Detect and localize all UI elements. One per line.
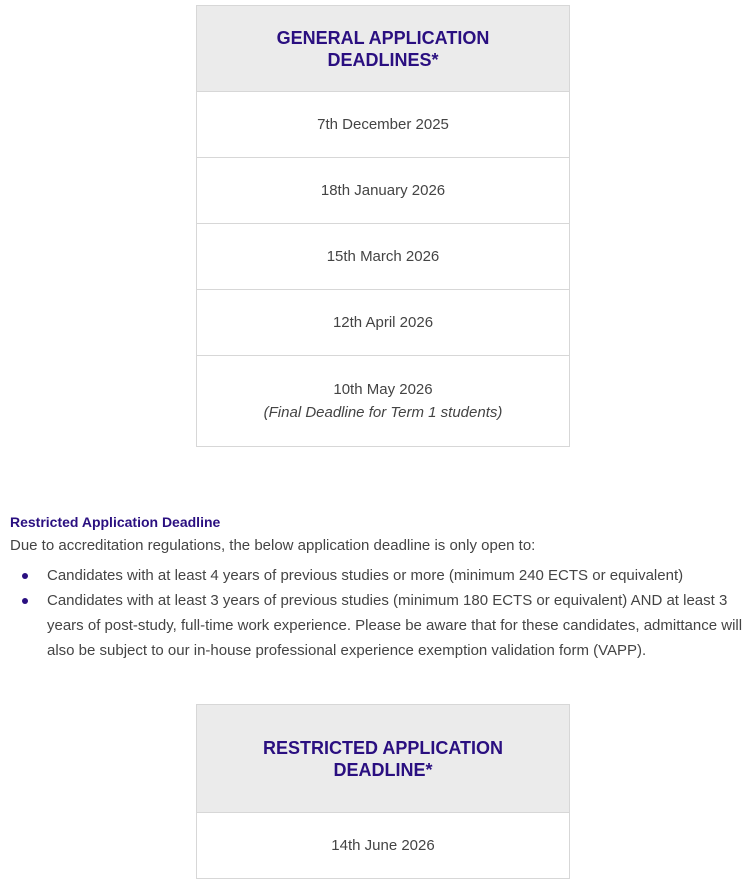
deadline-row — [197, 158, 569, 224]
restricted-section — [10, 510, 750, 663]
list-item — [10, 588, 750, 663]
deadline-row — [197, 92, 569, 158]
restricted-heading: Restricted Application Deadline — [10, 514, 221, 530]
general-deadlines-header: GENERAL APPLICATION DEADLINES* — [197, 6, 569, 92]
eligibility-list — [10, 563, 750, 663]
deadline-row-final — [197, 356, 569, 446]
deadline-row — [197, 224, 569, 290]
deadline-note: (Final Deadline for Term 1 students) — [263, 404, 503, 421]
restricted-deadline-table — [196, 704, 570, 879]
deadline-date: 15th March 2026 — [326, 248, 440, 265]
list-item-text: Candidates with at least 4 years of previous studies or more (minimum 240 ECTS or equivalent) — [47, 567, 684, 584]
deadline-date: 10th May 2026 — [333, 381, 433, 398]
deadline-row — [197, 290, 569, 356]
deadline-date: 14th June 2026 — [331, 837, 435, 854]
deadline-date: 7th December 2025 — [317, 116, 449, 133]
list-item — [10, 563, 750, 588]
deadline-date: 18th January 2026 — [320, 182, 446, 199]
deadline-date: 12th April 2026 — [332, 314, 434, 331]
list-item-text: Candidates with at least 3 years of previous studies (minimum 180 ECTS or equivalent) AND at least 3 years of post-study, full-time work experience. Please be aware that for these candidates, admittance will also be subject to our in-house professional experience exemption validation form (VAPP). — [47, 592, 743, 659]
bullet-icon — [22, 598, 28, 604]
deadline-row — [197, 813, 569, 878]
restricted-deadline-header: RESTRICTED APPLICATION DEADLINE* — [197, 705, 569, 813]
restricted-intro: Due to accreditation regulations, the below application deadline is only open to: — [10, 537, 536, 554]
general-deadlines-table — [196, 5, 570, 447]
bullet-icon — [22, 573, 28, 579]
